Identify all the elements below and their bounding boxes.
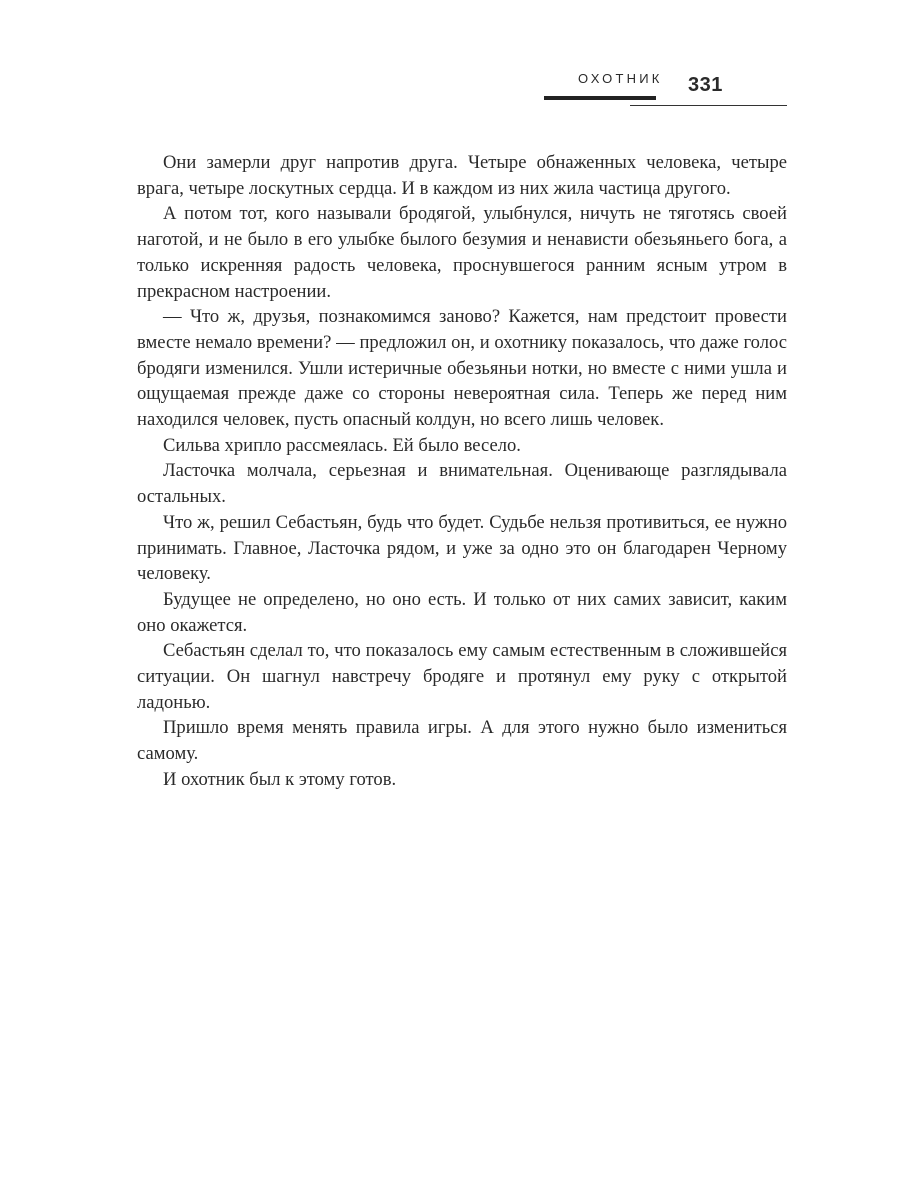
- header-rule-thick: [544, 96, 656, 100]
- paragraph: А потом тот, кого называли бродягой, улыбнулся, ничуть не тяготясь своей наготой, и не было в его улыбке былого безумия и ненависти обезьяньего бога, а только искренняя радость человека, проснувшегося ранним ясным утром в прекрасном настроении.: [137, 203, 787, 302]
- body-text: [137, 150, 787, 793]
- paragraph: Они замерли друг напротив друга. Четыре обнаженных человека, четыре врага, четыре лоскутных сердца. И в каждом из них жила частица другого.: [137, 152, 787, 199]
- paragraph: Пришло время менять правила игры. А для этого нужно было измениться самому.: [137, 717, 787, 765]
- paragraph: — Что ж, друзья, познакомимся заново? Кажется, нам предстоит провести вместе немало времени? — предложил он, и охотнику показалось, что даже голос бродяги изменился. Ушли истеричные обезьяньи нотки, но вместе с ними ушла и ощущаемая прежде даже со стороны невероятная сила. Теперь же перед ним находился человек, пусть опасный колдун, но всего лишь человек.: [137, 306, 787, 431]
- paragraph: Будущее не определено, но оно есть. И только от них самих зависит, каким оно окажется.: [137, 588, 787, 636]
- paragraph: Себастьян сделал то, что показалось ему самым естественным в сложившейся ситуации. Он шагнул навстречу бродяге и протянул ему руку с открытой ладонью.: [137, 640, 787, 713]
- running-head: [0, 0, 900, 120]
- paragraph: Ласточка молчала, серьезная и внимательная. Оценивающе разглядывала остальных.: [137, 460, 787, 508]
- header-rule-thin: [630, 105, 787, 106]
- running-title: ОХОТНИК: [578, 71, 663, 86]
- paragraph: И охотник был к этому готов.: [163, 768, 397, 790]
- paragraph: Что ж, решил Себастьян, будь что будет. Судьбе нельзя противиться, ее нужно принимать. Главное, Ласточка рядом, и уже за одно это он благодарен Черному человеку.: [137, 511, 787, 585]
- paragraph: Сильва хрипло рассмеялась. Ей было весело.: [163, 434, 521, 456]
- page-number: 331: [688, 74, 723, 96]
